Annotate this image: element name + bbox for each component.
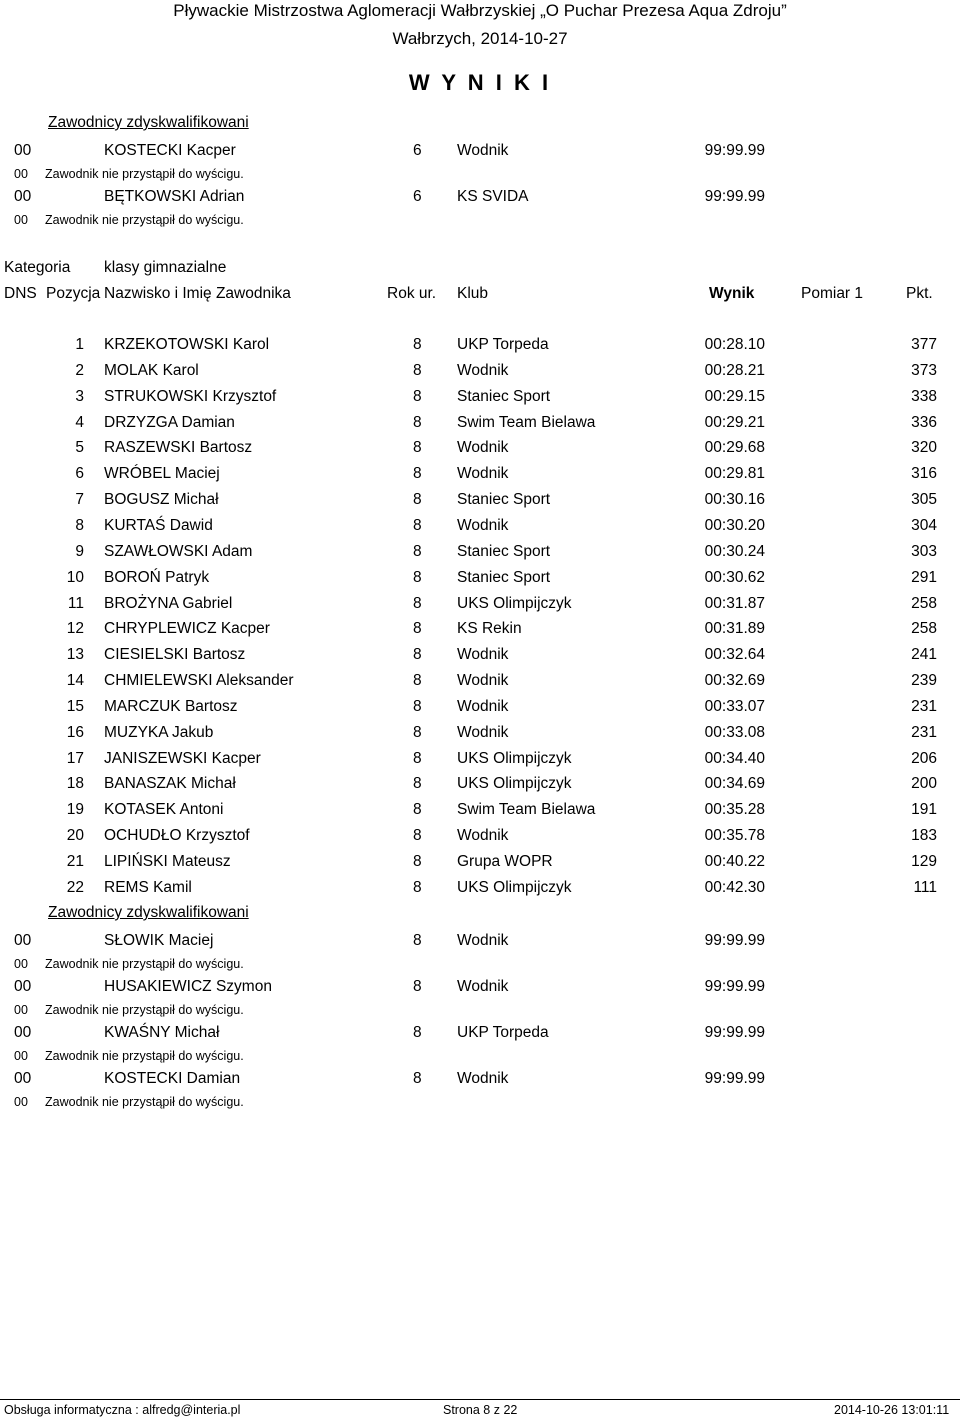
result-time: 00:29.21 — [704, 413, 765, 431]
position: 12 — [66, 620, 84, 638]
points: 303 — [911, 542, 937, 560]
club-name: Wodnik — [457, 646, 509, 664]
athlete-name: WRÓBEL Maciej — [104, 465, 220, 483]
result-time: 00:40.22 — [704, 853, 765, 870]
points: 129 — [911, 853, 937, 870]
dns-code: 00 — [14, 188, 32, 205]
dns-note: Zawodnik nie przystąpił do wyścigu. — [45, 167, 244, 181]
birth-year: 8 — [413, 336, 422, 353]
category-value: klasy gimnazialne — [104, 259, 227, 276]
points: 200 — [911, 775, 937, 793]
athlete-name: MARCZUK Bartosz — [104, 697, 238, 715]
birth-year: 8 — [413, 878, 422, 896]
athlete-name: BOROŃ Patryk — [104, 568, 210, 586]
birth-year: 8 — [413, 697, 422, 715]
result-time: 00:29.68 — [704, 439, 765, 457]
position: 7 — [75, 491, 84, 509]
birth-year: 8 — [413, 1070, 422, 1087]
points: 377 — [911, 336, 937, 353]
position: 15 — [66, 697, 84, 715]
points: 206 — [911, 749, 937, 767]
points: 258 — [911, 620, 937, 638]
club-name: Staniec Sport — [457, 387, 551, 405]
points: 338 — [911, 387, 937, 405]
points: 373 — [911, 361, 937, 379]
dns-code: 00 — [14, 1024, 32, 1041]
column-points: Pkt. — [906, 285, 933, 302]
athlete-name: KOSTECKI Damian — [104, 1070, 241, 1087]
birth-year: 8 — [413, 775, 422, 793]
position: 14 — [66, 672, 84, 690]
club-name: Wodnik — [457, 465, 509, 483]
athlete-name: STRUKOWSKI Krzysztof — [104, 387, 277, 405]
position: 10 — [66, 568, 84, 586]
disqualified-heading: Zawodnicy zdyskwalifikowani — [48, 904, 249, 921]
result-time: 00:29.81 — [704, 465, 765, 483]
position: 4 — [75, 413, 84, 431]
club-name: Wodnik — [457, 516, 509, 534]
athlete-name: SŁOWIK Maciej — [104, 932, 214, 949]
athlete-name: HUSAKIEWICZ Szymon — [104, 978, 272, 995]
result-time: 99:99.99 — [704, 188, 765, 205]
position: 5 — [75, 439, 84, 457]
result-time: 00:30.62 — [704, 568, 765, 586]
birth-year: 8 — [413, 672, 422, 690]
birth-year: 8 — [413, 568, 422, 586]
club-name: UKS Olimpijczyk — [457, 878, 572, 896]
dns-code: 00 — [14, 1070, 32, 1087]
birth-year: 8 — [413, 542, 422, 560]
athlete-name: KOTASEK Antoni — [104, 801, 224, 819]
result-time: 00:30.20 — [704, 516, 765, 534]
position: 22 — [66, 878, 84, 896]
position: 20 — [66, 827, 84, 845]
points: 320 — [911, 439, 937, 457]
points: 183 — [911, 827, 937, 845]
result-time: 00:42.30 — [704, 878, 765, 896]
athlete-name: CHMIELEWSKI Aleksander — [104, 672, 294, 690]
points: 304 — [911, 516, 937, 534]
position: 2 — [75, 361, 84, 379]
athlete-name: JANISZEWSKI Kacper — [104, 749, 261, 767]
points: 336 — [911, 413, 937, 431]
result-time: 00:32.69 — [704, 672, 765, 690]
position: 6 — [75, 465, 84, 483]
athlete-name: OCHUDŁO Krzysztof — [104, 827, 250, 845]
athlete-name: CHRYPLEWICZ Kacper — [104, 620, 270, 638]
birth-year: 6 — [413, 142, 422, 159]
club-name: Wodnik — [457, 672, 509, 690]
result-time: 00:30.16 — [704, 491, 765, 509]
event-place-date: Wałbrzych, 2014-10-27 — [392, 29, 568, 48]
club-name: Wodnik — [457, 723, 509, 741]
points: 258 — [911, 594, 937, 612]
footer-divider — [0, 1399, 960, 1400]
club-name: Wodnik — [457, 978, 509, 995]
club-name: Staniec Sport — [457, 568, 551, 586]
position: 17 — [66, 749, 84, 767]
birth-year: 8 — [413, 516, 422, 534]
birth-year: 8 — [413, 439, 422, 457]
position: 16 — [66, 723, 84, 741]
club-name: KS SVIDA — [457, 188, 529, 205]
footer-operator: Obsługa informatyczna : alfredg@interia.pl — [4, 1403, 241, 1417]
athlete-name: RASZEWSKI Bartosz — [104, 439, 253, 457]
athlete-name: SZAWŁOWSKI Adam — [104, 542, 253, 560]
club-name: UKP Torpeda — [457, 336, 549, 353]
athlete-name: BĘTKOWSKI Adrian — [104, 188, 245, 205]
birth-year: 8 — [413, 853, 422, 870]
page-title: W Y N I K I — [408, 70, 552, 95]
position: 3 — [75, 387, 84, 405]
points: 191 — [911, 801, 937, 819]
result-time: 00:34.40 — [704, 749, 765, 767]
footer-timestamp: 2014-10-26 13:01:11 — [834, 1403, 950, 1417]
club-name: Grupa WOPR — [457, 853, 553, 870]
position: 19 — [66, 801, 84, 819]
dns-code: 00 — [14, 213, 28, 227]
result-time: 00:34.69 — [704, 775, 765, 793]
birth-year: 8 — [413, 749, 422, 767]
dns-note: Zawodnik nie przystąpił do wyścigu. — [45, 1049, 244, 1063]
club-name: UKS Olimpijczyk — [457, 749, 572, 767]
birth-year: 8 — [413, 1024, 422, 1041]
position: 18 — [66, 775, 84, 793]
result-time: 00:28.10 — [704, 336, 765, 353]
athlete-name: KURTAŚ Dawid — [104, 516, 213, 534]
club-name: Staniec Sport — [457, 491, 551, 509]
position: 8 — [75, 516, 84, 534]
birth-year: 8 — [413, 361, 422, 379]
result-time: 00:30.24 — [704, 542, 765, 560]
club-name: Staniec Sport — [457, 542, 551, 560]
athlete-name: DRZYZGA Damian — [104, 413, 235, 431]
column-name: Nazwisko i Imię Zawodnika — [104, 285, 291, 302]
category-label: Kategoria — [4, 259, 71, 276]
club-name: Wodnik — [457, 1070, 509, 1087]
dns-note: Zawodnik nie przystąpił do wyścigu. — [45, 213, 244, 227]
club-name: Swim Team Bielawa — [457, 801, 596, 819]
club-name: KS Rekin — [457, 620, 522, 638]
points: 291 — [911, 568, 937, 586]
birth-year: 8 — [413, 801, 422, 819]
result-time: 00:29.15 — [704, 387, 765, 405]
dns-code: 00 — [14, 1049, 28, 1063]
column-split: Pomiar 1 — [801, 285, 864, 302]
position: 9 — [75, 542, 84, 560]
points: 305 — [911, 491, 937, 509]
club-name: UKS Olimpijczyk — [457, 775, 572, 793]
result-time: 99:99.99 — [704, 142, 765, 159]
position: 21 — [66, 853, 84, 870]
column-result: Wynik — [709, 285, 755, 302]
points: 241 — [911, 646, 937, 664]
athlete-name: KRZEKOTOWSKI Karol — [104, 336, 270, 353]
club-name: Wodnik — [457, 361, 509, 379]
birth-year: 8 — [413, 387, 422, 405]
points: 231 — [911, 723, 937, 741]
athlete-name: BANASZAK Michał — [104, 775, 236, 793]
birth-year: 8 — [413, 827, 422, 845]
dns-note: Zawodnik nie przystąpił do wyścigu. — [45, 1095, 244, 1109]
athlete-name: CIESIELSKI Bartosz — [104, 646, 246, 664]
athlete-name: KOSTECKI Kacper — [104, 142, 236, 159]
result-time: 00:35.78 — [704, 827, 765, 845]
dns-note: Zawodnik nie przystąpił do wyścigu. — [45, 1003, 244, 1017]
result-time: 99:99.99 — [704, 978, 765, 995]
dns-code: 00 — [14, 978, 32, 995]
column-club: Klub — [457, 285, 489, 302]
club-name: Wodnik — [457, 697, 509, 715]
position: 11 — [67, 594, 84, 612]
dns-code: 00 — [14, 1003, 28, 1017]
result-time: 00:33.07 — [704, 697, 765, 715]
birth-year: 8 — [413, 491, 422, 509]
club-name: Wodnik — [457, 439, 509, 457]
club-name: UKP Torpeda — [457, 1024, 549, 1041]
position: 13 — [66, 646, 84, 664]
position: 1 — [75, 336, 84, 353]
result-time: 99:99.99 — [704, 1024, 765, 1041]
points: 111 — [913, 878, 937, 896]
birth-year: 8 — [413, 413, 422, 431]
result-time: 00:33.08 — [704, 723, 765, 741]
club-name: Wodnik — [457, 827, 509, 845]
points: 239 — [911, 672, 937, 690]
birth-year: 8 — [413, 723, 422, 741]
result-time: 00:31.87 — [704, 594, 765, 612]
athlete-name: MOLAK Karol — [104, 361, 199, 379]
event-title: Pływackie Mistrzostwa Aglomeracji Wałbrzyskiej „O Puchar Prezesa Aqua Zdroju” — [173, 1, 787, 20]
points: 231 — [911, 697, 937, 715]
dns-code: 00 — [14, 1095, 28, 1109]
dns-code: 00 — [14, 957, 28, 971]
birth-year: 8 — [413, 932, 422, 949]
athlete-name: REMS Kamil — [104, 878, 192, 896]
athlete-name: BOGUSZ Michał — [104, 491, 219, 509]
dns-code: 00 — [14, 142, 32, 159]
birth-year: 8 — [413, 646, 422, 664]
birth-year: 8 — [413, 594, 422, 612]
result-time: 00:35.28 — [704, 801, 765, 819]
athlete-name: LIPIŃSKI Mateusz — [104, 853, 231, 870]
birth-year: 6 — [413, 188, 422, 205]
dns-code: 00 — [14, 167, 28, 181]
club-name: Wodnik — [457, 932, 509, 949]
birth-year: 8 — [413, 620, 422, 638]
result-time: 00:31.89 — [704, 620, 765, 638]
athlete-name: KWAŚNY Michał — [104, 1024, 220, 1041]
result-time: 00:28.21 — [704, 361, 765, 379]
club-name: Wodnik — [457, 142, 509, 159]
birth-year: 8 — [413, 978, 422, 995]
column-dns: DNS — [4, 285, 37, 302]
points: 316 — [911, 465, 937, 483]
club-name: UKS Olimpijczyk — [457, 594, 572, 612]
column-year: Rok ur. — [387, 285, 437, 302]
birth-year: 8 — [413, 465, 422, 483]
dns-code: 00 — [14, 932, 32, 949]
column-position: Pozycja — [46, 285, 101, 302]
result-time: 00:32.64 — [704, 646, 765, 664]
athlete-name: MUZYKA Jakub — [104, 723, 214, 741]
footer-page-number: Strona 8 z 22 — [443, 1403, 518, 1417]
dns-note: Zawodnik nie przystąpił do wyścigu. — [45, 957, 244, 971]
athlete-name: BROŻYNA Gabriel — [104, 594, 233, 612]
result-time: 99:99.99 — [704, 932, 765, 949]
disqualified-heading: Zawodnicy zdyskwalifikowani — [48, 114, 249, 131]
club-name: Swim Team Bielawa — [457, 413, 596, 431]
result-time: 99:99.99 — [704, 1070, 765, 1087]
